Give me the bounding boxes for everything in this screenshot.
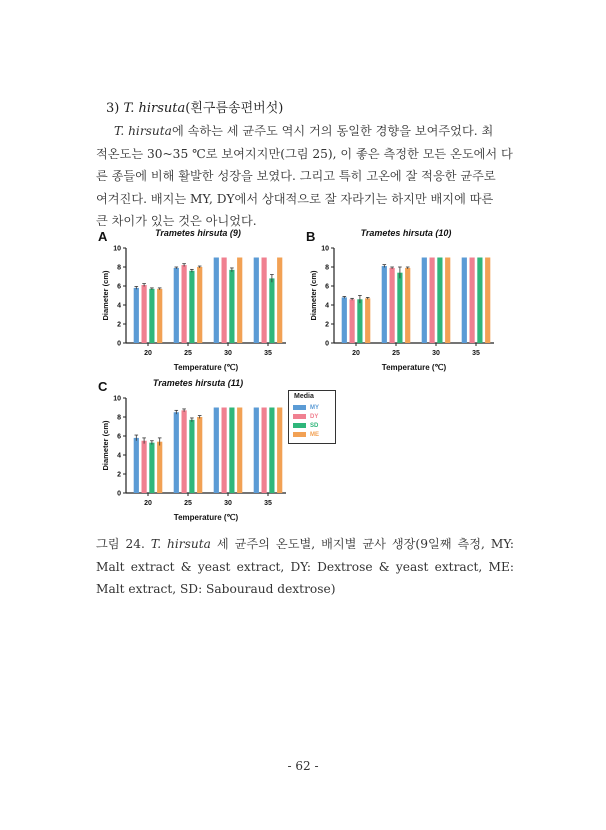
legend-swatch-sd: [293, 423, 306, 428]
caption-rest: 세 균주의 온도별, 배지별 균사 생장(9일째 측정, MY: Malt extract & yeast extract, DY: Dextrose & yeast extract, ME: Malt extract, SD: Sabouraud dextrose): [96, 537, 514, 596]
chart-title: Trametes hirsuta (9): [155, 228, 241, 238]
panel-letter: A: [98, 229, 108, 244]
x-tick-label: 35: [264, 500, 272, 507]
bar-my-35: [254, 258, 259, 344]
legend-item-my: [293, 403, 319, 412]
bar-sd-25: [189, 420, 194, 493]
x-tick-label: 35: [264, 350, 272, 357]
bar-my-35: [462, 258, 467, 344]
bar-dy-30: [430, 258, 435, 344]
bar-sd-35: [477, 258, 482, 344]
y-tick-label: 4: [117, 452, 121, 460]
bar-dy-20: [350, 299, 355, 343]
x-tick-label: 30: [224, 350, 232, 357]
x-tick-label: 20: [144, 350, 152, 357]
section-korean-name: (흰구름송편버섯): [185, 101, 284, 116]
bar-sd-20: [149, 443, 154, 493]
x-axis-label: Temperature (℃): [381, 363, 447, 372]
y-tick-label: 6: [325, 283, 329, 291]
y-tick-label: 8: [117, 264, 121, 272]
bar-me-20: [365, 298, 370, 343]
bar-dy-25: [390, 268, 395, 343]
bar-my-20: [134, 288, 139, 343]
x-tick-label: 25: [184, 350, 192, 357]
legend-item-me: [293, 430, 319, 439]
chart-title: Trametes hirsuta (11): [152, 378, 244, 388]
body-paragraph: [96, 120, 514, 233]
legend-item-sd: [293, 421, 318, 430]
bar-sd-30: [229, 270, 234, 343]
bar-dy-35: [262, 258, 267, 344]
bar-me-25: [197, 267, 202, 343]
para-line1: 에 속하는 세 균주도 역시 거의 동일한 경향을 보여주었다. 최: [171, 124, 494, 138]
x-tick-label: 25: [392, 350, 400, 357]
para-line3: 른 종들에 비해 활발한 성장을 보였다. 그리고 특히 고온에 잘 적응한 균주로: [96, 169, 496, 183]
bar-me-30: [445, 258, 450, 344]
section-number: 3): [106, 101, 120, 116]
caption-species: T. hirsuta: [150, 537, 211, 551]
bar-my-25: [174, 268, 179, 343]
bar-me-20: [157, 289, 162, 343]
y-tick-label: 0: [117, 340, 121, 348]
para-species: T. hirsuta: [114, 124, 172, 138]
bar-dy-20: [142, 441, 147, 493]
bar-dy-35: [470, 258, 475, 344]
bar-sd-30: [437, 258, 442, 344]
bar-me-25: [197, 417, 202, 493]
x-axis-label: Temperature (℃): [173, 513, 239, 522]
y-axis-label: Diameter (cm): [101, 420, 110, 471]
y-tick-label: 0: [117, 490, 121, 498]
y-axis-label: Diameter (cm): [101, 270, 110, 321]
bar-sd-35: [269, 278, 274, 343]
bar-me-35: [485, 258, 490, 344]
y-tick-label: 2: [117, 471, 121, 479]
x-tick-label: 20: [352, 350, 360, 357]
y-tick-label: 0: [325, 340, 329, 348]
x-axis-label: Temperature (℃): [173, 363, 239, 372]
legend-label-sd: SD: [310, 422, 319, 429]
y-tick-label: 8: [117, 414, 121, 422]
y-tick-label: 10: [113, 395, 121, 403]
figure-caption: [96, 533, 514, 601]
x-tick-label: 25: [184, 500, 192, 507]
chart-panel-a: [96, 226, 296, 376]
bar-sd-20: [149, 289, 154, 343]
y-tick-label: 8: [325, 264, 329, 272]
y-tick-label: 6: [117, 433, 121, 441]
bar-me-25: [405, 268, 410, 343]
x-tick-label: 20: [144, 500, 152, 507]
bar-my-30: [214, 408, 219, 494]
y-tick-label: 4: [325, 302, 329, 310]
bar-dy-20: [142, 285, 147, 343]
bar-my-35: [254, 408, 259, 494]
bar-sd-35: [269, 408, 274, 494]
section-heading: [106, 97, 283, 116]
legend-label-dy: DY: [310, 413, 319, 420]
legend-item-dy: [293, 412, 318, 421]
bar-dy-30: [222, 408, 227, 494]
panel-letter: B: [306, 229, 316, 244]
y-axis-label: Diameter (cm): [309, 270, 318, 321]
y-tick-label: 10: [321, 245, 329, 253]
bar-me-35: [277, 408, 282, 494]
bar-me-35: [277, 258, 282, 344]
bar-my-25: [174, 412, 179, 493]
bar-me-30: [237, 258, 242, 344]
panel-letter: C: [98, 379, 108, 394]
x-tick-label: 30: [224, 500, 232, 507]
bar-sd-20: [357, 299, 362, 343]
para-line2: 적온도는 30~35 ℃로 보여지지만(그림 25), 이 좋은 측정한 모든 온도에서 다: [96, 146, 513, 161]
bar-dy-25: [182, 410, 187, 493]
bar-my-20: [134, 438, 139, 493]
y-tick-label: 4: [117, 302, 121, 310]
bar-my-30: [422, 258, 427, 344]
legend-swatch-dy: [293, 414, 306, 419]
bar-my-25: [382, 266, 387, 343]
legend-label-me: ME: [310, 431, 319, 438]
legend-swatch-me: [293, 432, 306, 437]
bar-my-30: [214, 258, 219, 344]
bar-sd-30: [229, 408, 234, 494]
bar-me-20: [157, 442, 162, 493]
y-tick-label: 2: [117, 321, 121, 329]
section-species: T. hirsuta: [123, 101, 186, 116]
y-tick-label: 10: [113, 245, 121, 253]
para-line4: 여겨진다. 배지는 MY, DY에서 상대적으로 잘 자라기는 하지만 배지에 따른: [96, 191, 494, 206]
legend-swatch-my: [293, 405, 306, 410]
chart-legend: [288, 390, 336, 444]
para-line5: 큰 차이가 있는 것은 아니었다.: [96, 214, 257, 228]
page-number: - 62 -: [287, 759, 319, 773]
bar-sd-25: [397, 273, 402, 343]
bar-dy-30: [222, 258, 227, 344]
bar-dy-35: [262, 408, 267, 494]
chart-panel-c: [96, 376, 296, 526]
chart-panel-b: [304, 226, 504, 376]
bar-me-30: [237, 408, 242, 494]
y-tick-label: 2: [325, 321, 329, 329]
bar-sd-25: [189, 271, 194, 343]
caption-prefix: 그림 24.: [96, 537, 151, 551]
legend-label-my: MY: [310, 404, 319, 411]
y-tick-label: 6: [117, 283, 121, 291]
bar-my-20: [342, 297, 347, 343]
chart-title: Trametes hirsuta (10): [360, 228, 452, 238]
x-tick-label: 35: [472, 350, 480, 357]
legend-title: Media: [294, 393, 314, 400]
x-tick-label: 30: [432, 350, 440, 357]
bar-dy-25: [182, 265, 187, 343]
